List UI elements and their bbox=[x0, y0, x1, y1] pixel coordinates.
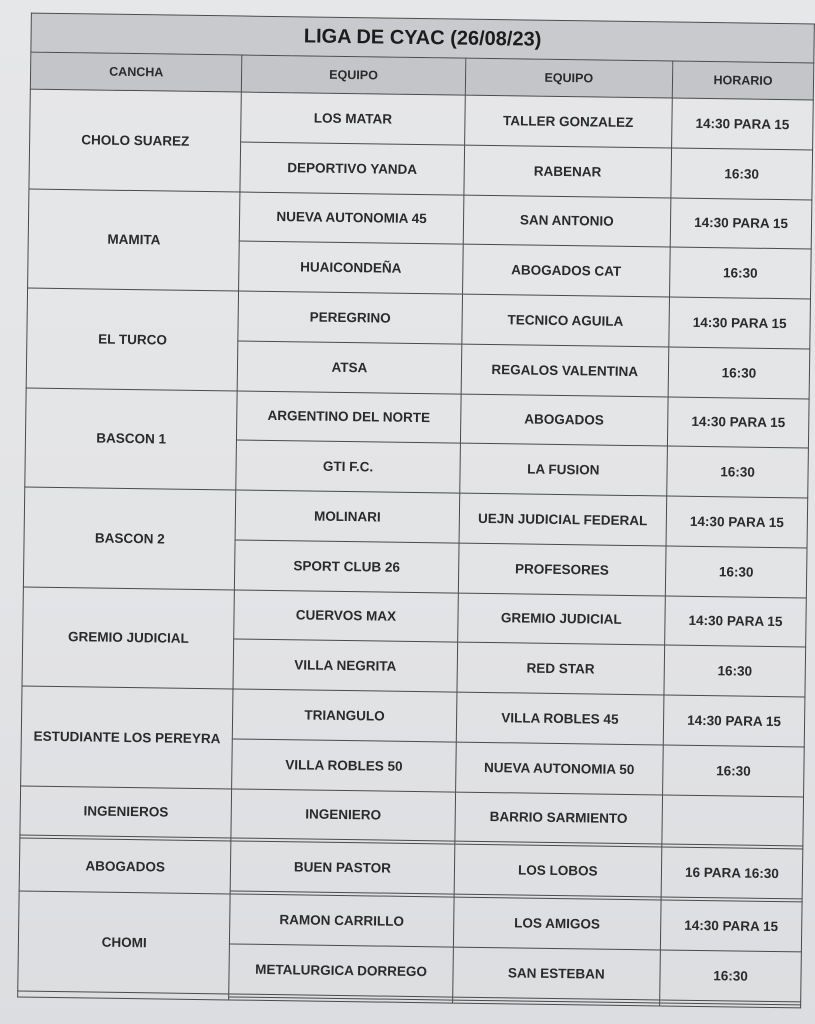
home-team-cell: BUEN PASTOR bbox=[231, 841, 455, 894]
column-header-equipo-1: EQUIPO bbox=[242, 55, 466, 95]
table-row bbox=[18, 891, 802, 952]
table-row bbox=[30, 89, 814, 150]
schedule-document bbox=[17, 13, 815, 1009]
away-team-cell: RED STAR bbox=[457, 642, 665, 695]
cancha-cell: CHOLO SUAREZ bbox=[29, 89, 242, 191]
home-team-cell: TRIANGULO bbox=[233, 689, 457, 742]
home-team-cell: GTI F.C. bbox=[236, 440, 460, 493]
away-team-cell: LOS LOBOS bbox=[454, 844, 662, 897]
away-team-cell: LOS AMIGOS bbox=[453, 897, 661, 950]
away-team-cell: SAN ESTEBAN bbox=[452, 947, 660, 1000]
table-row bbox=[19, 838, 803, 899]
cancha-cell: BASCON 1 bbox=[25, 388, 238, 490]
away-team-cell: TECNICO AGUILA bbox=[461, 294, 669, 347]
cancha-cell: CHOMI bbox=[18, 891, 231, 993]
match-time-cell: 16:30 bbox=[670, 247, 812, 299]
cancha-cell: GREMIO JUDICIAL bbox=[22, 587, 235, 689]
schedule-table bbox=[17, 13, 815, 1009]
away-team-cell: REGALOS VALENTINA bbox=[461, 344, 669, 397]
match-time-cell bbox=[662, 794, 804, 846]
match-time-cell bbox=[660, 1003, 801, 1008]
match-time-cell: 14:30 PARA 15 bbox=[666, 496, 808, 548]
home-team-cell: METALURGICA DORREGO bbox=[229, 944, 453, 997]
away-team-cell: NUEVA AUTONOMIA 50 bbox=[455, 742, 663, 795]
match-time-cell: 14:30 PARA 15 bbox=[667, 397, 809, 449]
table-row bbox=[28, 189, 812, 250]
away-team-cell: ABOGADOS bbox=[460, 394, 668, 447]
match-time-cell: 16:30 bbox=[671, 148, 813, 200]
home-team-cell: VILLA NEGRITA bbox=[233, 639, 457, 692]
table-row bbox=[23, 587, 807, 648]
match-time-cell: 16 PARA 16:30 bbox=[661, 847, 803, 899]
match-time-cell: 14:30 PARA 15 bbox=[665, 595, 807, 647]
home-team-cell: MOLINARI bbox=[235, 490, 459, 543]
away-team-cell: PROFESORES bbox=[458, 543, 666, 596]
match-time-cell: 16:30 bbox=[664, 645, 806, 697]
match-time-cell: 16:30 bbox=[667, 446, 809, 498]
away-team-cell: BARRIO SARMIENTO bbox=[454, 792, 662, 845]
home-team-cell: PEREGRINO bbox=[238, 291, 462, 344]
cancha-cell: BASCON 2 bbox=[23, 487, 236, 589]
match-time-cell: 14:30 PARA 15 bbox=[660, 900, 802, 952]
home-team-cell: HUAICONDEÑA bbox=[239, 241, 463, 294]
away-team-cell: TALLER GONZALEZ bbox=[464, 95, 672, 148]
match-time-cell: 16:30 bbox=[668, 347, 810, 399]
home-team-cell: CUERVOS MAX bbox=[234, 589, 458, 642]
table-row bbox=[24, 487, 808, 548]
home-team-cell: NUEVA AUTONOMIA 45 bbox=[240, 192, 464, 245]
match-time-cell: 14:30 PARA 15 bbox=[670, 198, 812, 250]
match-time-cell: 14:30 PARA 15 bbox=[663, 695, 805, 747]
home-team-cell: INGENIERO bbox=[231, 788, 455, 841]
home-team-cell: DEPORTIVO YANDA bbox=[240, 142, 464, 195]
document-title: LIGA DE CYAC (26/08/23) bbox=[31, 13, 814, 63]
column-header-cancha: CANCHA bbox=[30, 52, 242, 92]
home-team-cell: VILLA ROBLES 50 bbox=[232, 739, 456, 792]
cancha-cell: EL TURCO bbox=[26, 288, 239, 390]
match-time-cell: 16:30 bbox=[663, 745, 805, 797]
match-time-cell: 14:30 PARA 15 bbox=[672, 98, 814, 150]
away-team-cell: SAN ANTONIO bbox=[463, 195, 671, 248]
match-time-cell: 14:30 PARA 15 bbox=[669, 297, 811, 349]
cancha-cell: INGENIEROS bbox=[20, 786, 232, 839]
home-team-cell: ARGENTINO DEL NORTE bbox=[237, 390, 461, 443]
home-team-cell: RAMON CARRILLO bbox=[230, 894, 454, 947]
table-row bbox=[25, 388, 809, 449]
match-time-cell: 16:30 bbox=[665, 546, 807, 598]
table-row bbox=[21, 686, 805, 747]
schedule-body bbox=[18, 89, 814, 1008]
away-team-cell: UEJN JUDICIAL FEDERAL bbox=[459, 493, 667, 546]
home-team-cell: ATSA bbox=[238, 341, 462, 394]
away-team-cell: LA FUSION bbox=[459, 443, 667, 496]
column-header-equipo-2: EQUIPO bbox=[465, 58, 673, 98]
match-time-cell: 16:30 bbox=[660, 950, 802, 1002]
cancha-cell: ABOGADOS bbox=[19, 838, 231, 894]
home-team-cell: LOS MATAR bbox=[241, 92, 465, 145]
cancha-cell: ESTUDIANTE LOS PEREYRA bbox=[21, 686, 234, 788]
away-team-cell: RABENAR bbox=[463, 145, 671, 198]
table-row bbox=[27, 288, 811, 349]
away-team-cell: GREMIO JUDICIAL bbox=[457, 593, 665, 646]
cancha-cell: MAMITA bbox=[28, 189, 241, 291]
column-header-horario: HORARIO bbox=[672, 61, 813, 100]
home-team-cell: SPORT CLUB 26 bbox=[235, 540, 459, 593]
away-team-cell: VILLA ROBLES 45 bbox=[456, 692, 664, 745]
away-team-cell: ABOGADOS CAT bbox=[462, 244, 670, 297]
